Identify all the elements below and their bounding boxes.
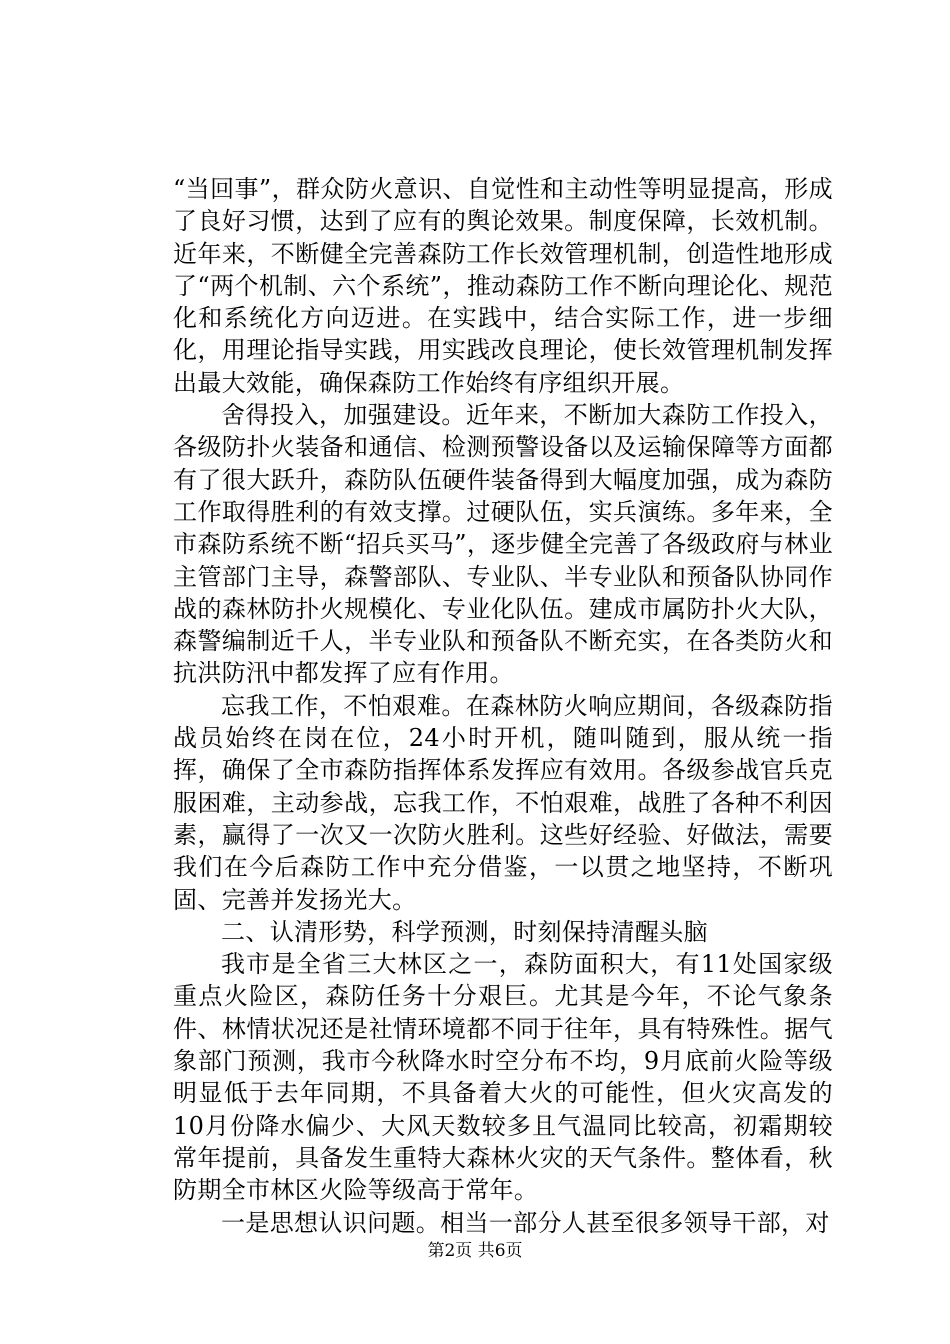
paragraph-2: 舍得投入，加强建设。近年来，不断加大森防工作投入，各级防扑火装备和通信、检测预警设备以及运输保障等方面都有了很大跃升，森防队伍硬件装备得到大幅度加强，成为森防工作取得胜利的有效支撑。过硬队伍，实兵演练。多年来，全市森防系统不断“招兵买马”，逐步健全完善了各级政府与林业主管部门主导，森警部队、专业队、半专业队和预备队协同作战的森林防扑火规模化、专业化队伍。建成市属防扑火大队，森警编制近千人，半专业队和预备队不断充实，在各类防火和抗洪防汛中都发挥了应有作用。 bbox=[173, 401, 833, 688]
paragraph-1: “当回事”，群众防火意识、自觉性和主动性等明显提高，形成了良好习惯，达到了应有的舆论效果。制度保障，长效机制。近年来，不断健全完善森防工作长效管理机制，创造性地形成了“两个机制、六个系统”，推动森防工作不断向理论化、规范化和系统化方向迈进。在实践中，结合实际工作，进一步细化，用理论指导实践，用实践改良理论，使长效管理机制发挥出最大效能，确保森防工作始终有序组织开展。 bbox=[173, 175, 833, 397]
paragraph-5: 一是思想认识问题。相当一部分人甚至很多领导干部，对 bbox=[221, 1208, 830, 1237]
section-heading: 二、认清形势，科学预测，时刻保持清醒头脑 bbox=[221, 917, 708, 946]
paragraph-4: 我市是全省三大林区之一，森防面积大，有11处国家级重点火险区，森防任务十分艰巨。尤其是今年，不论气象条件、林情状况还是社情环境都不同于往年，具有特殊性。据气象部门预测，我市今秋降水时空分布不均，9月底前火险等级明显低于去年同期，不具备着大火的可能性，但火灾高发的10月份降水偏少、大风天数较多且气温同比较高，初霜期较常年提前，具备发生重特大森林火灾的天气条件。整体看，秋防期全市林区火险等级高于常年。 bbox=[173, 950, 833, 1205]
paragraph-3: 忘我工作，不怕艰难。在森林防火响应期间，各级森防指战员始终在岗在位，24小时开机，随叫随到，服从统一指挥，确保了全市森防指挥体系发挥应有效用。各级参战官兵克服困难，主动参战，忘我工作，不怕艰难，战胜了各种不利因素，赢得了一次又一次防火胜利。这些好经验、好做法，需要我们在今后森防工作中充分借鉴，一以贯之地坚持，不断巩固、完善并发扬光大。 bbox=[173, 691, 833, 914]
page-number-footer: 第2页 共6页 bbox=[427, 1241, 523, 1261]
document-body bbox=[173, 173, 833, 1239]
